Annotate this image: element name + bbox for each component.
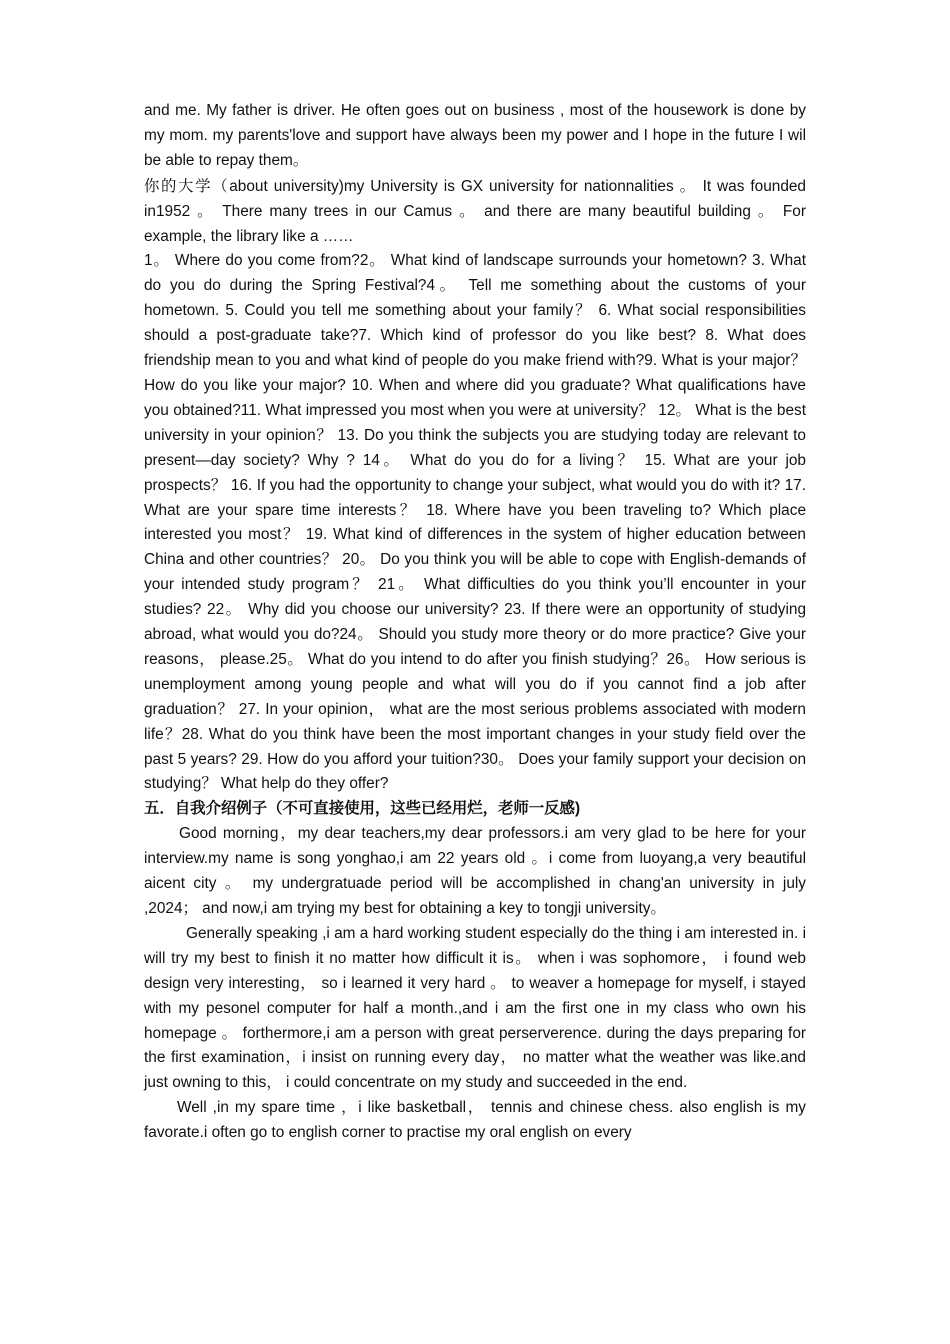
section-heading: 五．自我介绍例子（不可直接使用，这些已经用烂，老师一反感) — [144, 800, 581, 818]
document-page — [144, 99, 806, 1146]
university-label: 你的大学（ — [144, 176, 230, 195]
university-text: about university)my University is GX university for nationnalities 。 It was founded in1952 。 There many trees in our Camus 。 and there are many beautiful building 。 For example, the library like a …… — [144, 177, 806, 245]
intro-paragraph-2: Generally speaking ,i am a hard working student especially do the thing i am interested in. i will try my best to finish it no matter how difficult it is。 when i was sophomore， i found web design very interesting， so i learned it very hard 。 to weaver a homepage for myself, i stayed with my pesonel computer for half a month.,and i am the first one in my class who own his homepage 。 forthermore,i am a person with great perserverence. during the days preparing for the first examination，i insist on running every day， no matter what the weather was like.and just owning to this， i could concentrate on my study and succeeded in the end. — [144, 924, 806, 1092]
intro-paragraph-1: Good morning，my dear teachers,my dear professors.i am very glad to be here for your interview.my name is song yonghao,i am 22 years old 。i come from luoyang,a very beautiful aicent city 。 my undergratuade period will be accomplished in chang'an university in july ,2024； and now,i am trying my best for obtaining a key to tongji university。 — [144, 825, 806, 917]
intro-paragraph-3: Well ,in my spare time ，i like basketball， tennis and chinese chess. also english is my favorate.i often go to english corner to practise my oral english on every — [144, 1099, 806, 1142]
family-paragraph: and me. My father is driver. He often goes out on business , most of the housework is done by my mom. my parents'love and support have always been my power and I hope in the future I wil be able to repay them。 — [144, 102, 806, 169]
university-paragraph — [144, 174, 806, 250]
questions-paragraph: 1。 Where do you come from?2。 What kind of landscape surrounds your hometown? 3. What do you do during the Spring Festival?4。 Tell me something about the customs of your hometown. 5. Could you tell me something about your family？ 6. What social responsibilities should a post-graduate take?7. Which kind of professor do you like best? 8. What does friendship mean to you and what kind of people do you make friend with?9. What is your major？ How do you like your major? 10. When and where did you graduate? What qualifications have you obtained?11. What impressed you most when you were at university？ 12。 What is the best university in your opinion？ 13. Do you think the subjects you are studying today are relevant to present—day society? Why ? 14。 What do you do for a living？ 15. What are your job prospects？ 16. If you had the opportunity to change your subject, what would you do with it? 17. What are your spare time interests？ 18. Where have you been traveling to? Which place interested you most？ 19. What kind of differences in the system of higher education between China and other countries？ 20。 Do you think you will be able to cope with English-demands of your intended study program？ 21。 What difficulties do you think you’ll encounter in your studies? 22。 Why did you choose our university? 23. If there were an opportunity of studying abroad, what would you do?24。 Should you study more theory or do more practice? Give your reasons， please.25。 What do you intend to do after you finish studying？26。 How serious is unemployment among young people and what will you do if you cannot find a job after graduation？ 27. In your opinion， what are the most serious problems associated with modern life？28. What do you think have been the most important changes in your study field over the past 5 years? 29. How do you afford your tuition?30。 Does your family support your decision on studying？ What help do they offer? — [144, 252, 806, 793]
